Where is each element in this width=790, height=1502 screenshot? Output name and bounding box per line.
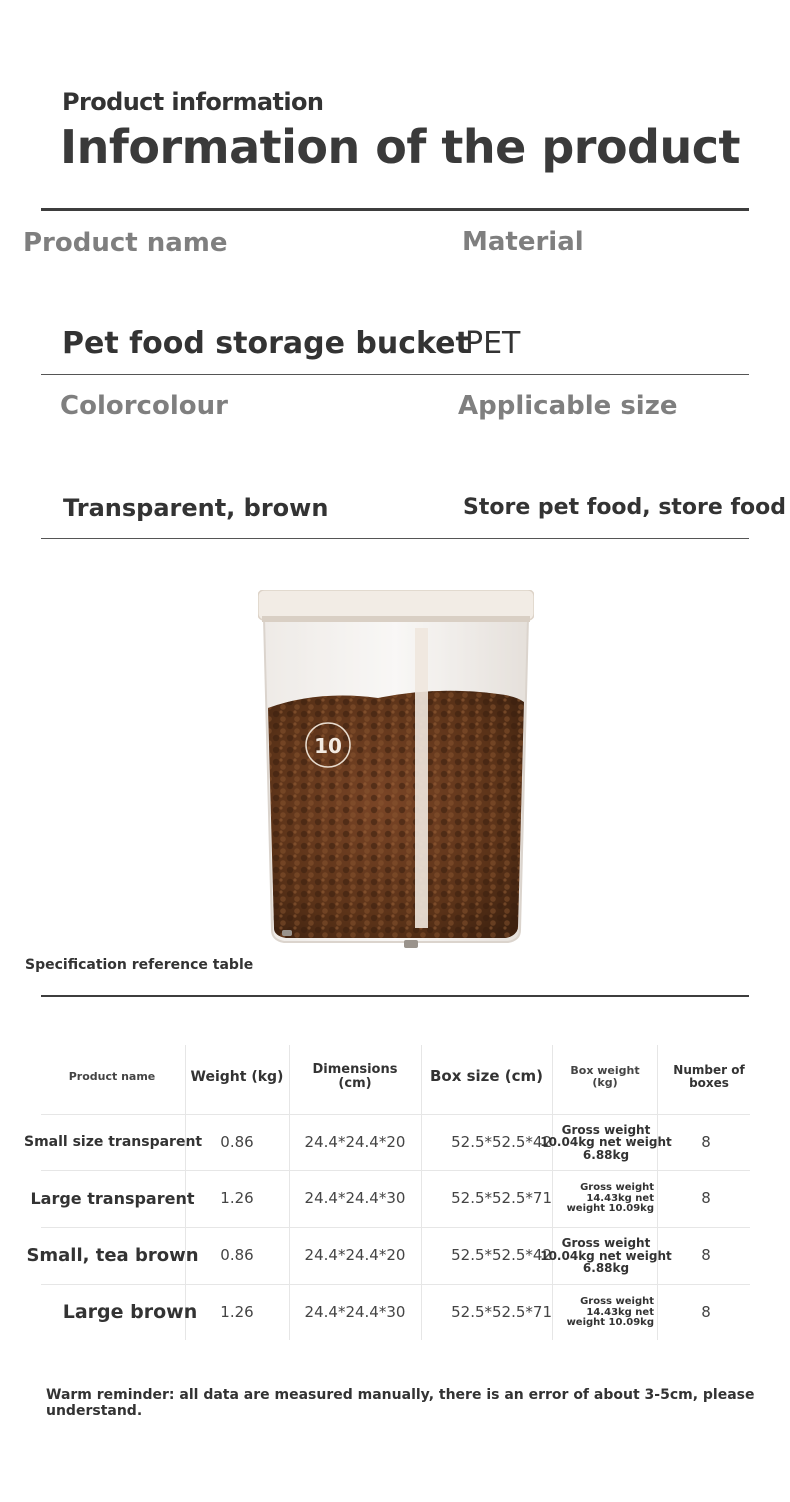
cell-number: 8 — [701, 1132, 711, 1151]
display-number: 10 — [314, 734, 342, 758]
table-header-row — [20, 1045, 750, 1115]
cell-product-name: Small size transparent — [24, 1134, 203, 1151]
product-name-value: Pet food storage bucket — [62, 326, 470, 361]
cell-dimensions: 24.4*24.4*20 — [304, 1132, 406, 1151]
header-dimensions: Dimensions (cm) — [312, 1062, 398, 1091]
cell-box-size: 52.5*52.5*42 — [451, 1132, 552, 1151]
cell-box-size: 52.5*52.5*42 — [451, 1246, 552, 1265]
cell-product-name: Large brown — [62, 1301, 198, 1324]
table-row — [20, 1115, 750, 1170]
divider — [41, 995, 749, 997]
header-product-name: Product name — [68, 1070, 156, 1084]
cell-number: 8 — [701, 1189, 711, 1208]
cell-box-size: 52.5*52.5*71 — [451, 1303, 552, 1322]
cell-dimensions: 24.4*24.4*30 — [304, 1303, 406, 1322]
table-row — [20, 1228, 750, 1284]
header-box-weight: Box weight (kg) — [570, 1064, 640, 1089]
cell-box-weight: Gross weight 14.43kg net weight 10.09kg — [566, 1182, 654, 1215]
cell-box-weight: Gross weight 14.43kg net weight 10.09kg — [566, 1296, 654, 1329]
cell-dimensions: 24.4*24.4*30 — [304, 1189, 406, 1208]
spec-table-caption: Specification reference table — [25, 957, 254, 973]
divider — [41, 374, 749, 375]
cell-box-weight: Gross weight 10.04kg net weight 6.88kg — [540, 1122, 672, 1162]
cell-weight: 0.86 — [220, 1246, 254, 1265]
cell-number: 8 — [701, 1303, 711, 1322]
divider — [41, 538, 749, 539]
color-label: Colorcolour — [60, 391, 228, 421]
cell-number: 8 — [701, 1246, 711, 1265]
table-row — [20, 1285, 750, 1341]
table-row — [20, 1171, 750, 1227]
color-value: Transparent, brown — [63, 494, 329, 522]
material-label: Material — [462, 227, 584, 257]
header-weight: Weight (kg) — [190, 1068, 284, 1085]
storage-jar-illustration — [258, 590, 534, 952]
cell-weight: 1.26 — [220, 1303, 254, 1322]
cell-product-name: Large transparent — [30, 1188, 195, 1208]
cell-box-weight: Gross weight 10.04kg net weight 6.88kg — [540, 1236, 672, 1276]
cell-box-size: 52.5*52.5*71 — [451, 1189, 552, 1208]
cell-product-name: Small, tea brown — [26, 1244, 199, 1266]
header-number-of-boxes: Number of boxes — [673, 1063, 745, 1090]
product-name-label: Product name — [23, 228, 228, 258]
cell-weight: 1.26 — [220, 1189, 254, 1208]
header-box-size: Box size (cm) — [429, 1067, 544, 1086]
divider — [41, 208, 749, 211]
applicable-size-value: Store pet food, store food — [463, 495, 787, 520]
applicable-size-label: Applicable size — [458, 391, 678, 421]
cell-weight: 0.86 — [220, 1132, 254, 1151]
warm-reminder: Warm reminder: all data are measured manually, there is an error of about 3-5cm, please understand. — [46, 1387, 755, 1419]
cell-dimensions: 24.4*24.4*20 — [304, 1246, 406, 1265]
page-title: Information of the product — [60, 120, 740, 174]
material-value: PET — [465, 326, 521, 361]
page-subtitle: Product information — [62, 88, 324, 116]
